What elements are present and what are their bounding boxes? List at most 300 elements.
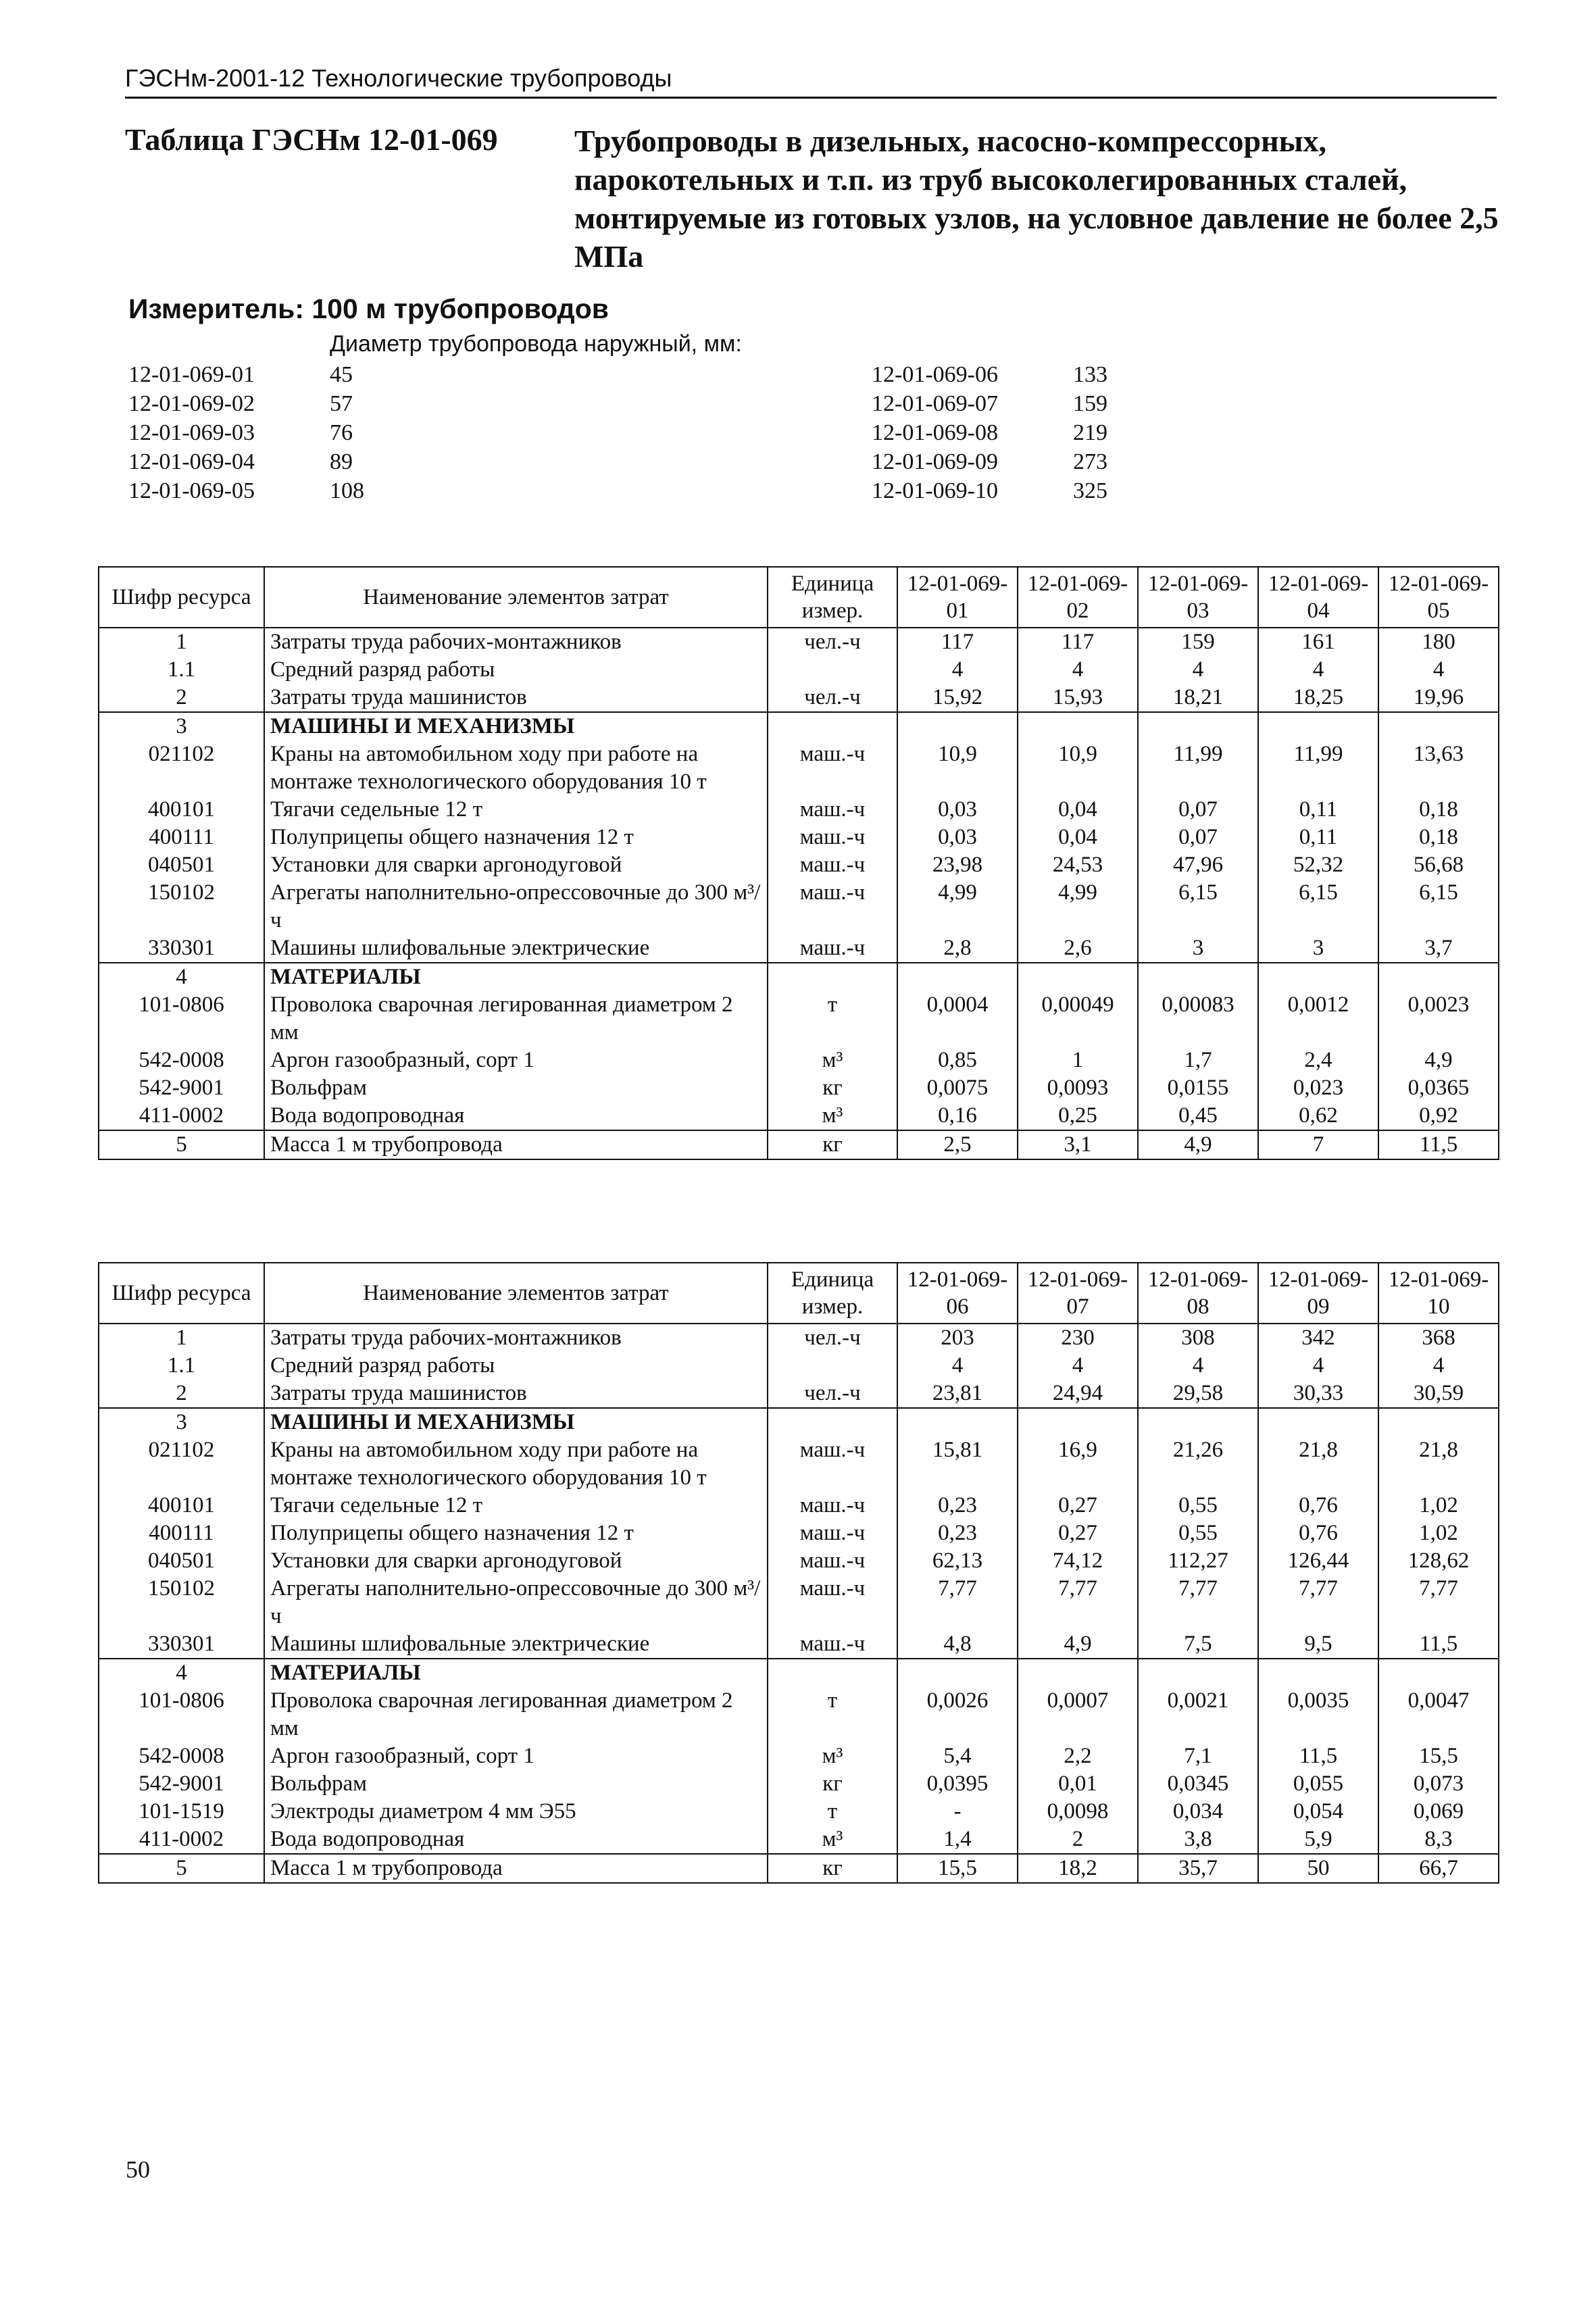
cell-unit bbox=[768, 1659, 897, 1687]
cell-value: 5,4 bbox=[897, 1742, 1018, 1770]
cell-unit: маш.-ч bbox=[768, 851, 897, 879]
table-row bbox=[99, 1826, 1499, 1854]
cell-value: 4 bbox=[1018, 1352, 1138, 1380]
cell-value: 8,3 bbox=[1378, 1826, 1499, 1854]
cell-value: 35,7 bbox=[1138, 1854, 1258, 1883]
cell-value: 4,8 bbox=[897, 1630, 1018, 1659]
cell-code: 1 bbox=[99, 628, 264, 656]
cell-value: 52,32 bbox=[1258, 851, 1378, 879]
header-code: Шифр ресурса bbox=[99, 1263, 264, 1324]
table-row bbox=[99, 1742, 1499, 1770]
cell-unit: маш.-ч bbox=[768, 879, 897, 934]
cell-value: 1,02 bbox=[1378, 1519, 1499, 1547]
table-row bbox=[99, 879, 1499, 934]
cell-value: 0,04 bbox=[1018, 824, 1138, 851]
cell-unit: маш.-ч bbox=[768, 1575, 897, 1630]
header-column: 12-01-069-09 bbox=[1258, 1263, 1378, 1324]
diameter-value: 45 bbox=[330, 362, 353, 387]
cell-value: 0,023 bbox=[1258, 1074, 1378, 1102]
cell-code: 2 bbox=[99, 684, 264, 712]
cell-value bbox=[1138, 1408, 1258, 1436]
cell-value: 0,00083 bbox=[1138, 991, 1258, 1047]
cell-value bbox=[1258, 1659, 1378, 1687]
cell-value bbox=[1258, 1408, 1378, 1436]
cell-value: 2 bbox=[1018, 1826, 1138, 1854]
cell-code: 101-0806 bbox=[99, 991, 264, 1047]
cell-value: 4,99 bbox=[897, 879, 1018, 934]
table-header-row bbox=[99, 1263, 1499, 1324]
cell-name: МАШИНЫ И МЕХАНИЗМЫ bbox=[264, 1408, 768, 1436]
table-row bbox=[99, 1380, 1499, 1408]
cell-value: 15,81 bbox=[897, 1436, 1018, 1492]
cell-value: 0,45 bbox=[1138, 1102, 1258, 1130]
header-column: 12-01-069-04 bbox=[1258, 567, 1378, 628]
cell-value bbox=[1138, 1659, 1258, 1687]
cell-name: Затраты труда рабочих-монтажников bbox=[264, 1324, 768, 1352]
cell-code: 542-0008 bbox=[99, 1047, 264, 1074]
cell-value: 0,18 bbox=[1378, 824, 1499, 851]
table-row bbox=[99, 963, 1499, 991]
cell-unit: чел.-ч bbox=[768, 628, 897, 656]
diameter-code: 12-01-069-02 bbox=[128, 391, 255, 416]
cell-value: 0,04 bbox=[1018, 796, 1138, 824]
table-row bbox=[99, 1324, 1499, 1352]
cell-code: 400101 bbox=[99, 1492, 264, 1519]
cell-value: 0,27 bbox=[1018, 1519, 1138, 1547]
cell-code: 400111 bbox=[99, 1519, 264, 1547]
cell-name: Вода водопроводная bbox=[264, 1826, 768, 1854]
cell-value: 0,069 bbox=[1378, 1798, 1499, 1826]
cell-value: 0,0023 bbox=[1378, 991, 1499, 1047]
cell-name: Электроды диаметром 4 мм Э55 bbox=[264, 1798, 768, 1826]
cell-unit: чел.-ч bbox=[768, 1324, 897, 1352]
table-row bbox=[99, 684, 1499, 712]
cell-unit: кг bbox=[768, 1770, 897, 1798]
diameter-value: 219 bbox=[1073, 420, 1107, 445]
cell-code: 021102 bbox=[99, 1436, 264, 1492]
table-row bbox=[99, 1659, 1499, 1687]
cell-value: 0,054 bbox=[1258, 1798, 1378, 1826]
cell-code: 542-9001 bbox=[99, 1770, 264, 1798]
cell-value: 368 bbox=[1378, 1324, 1499, 1352]
cell-value: 0,00049 bbox=[1018, 991, 1138, 1047]
cell-code: 1.1 bbox=[99, 1352, 264, 1380]
cell-value: 0,0035 bbox=[1258, 1687, 1378, 1742]
cell-unit: м³ bbox=[768, 1102, 897, 1130]
cell-value: 4 bbox=[1378, 656, 1499, 684]
cell-value: 24,94 bbox=[1018, 1380, 1138, 1408]
table-row bbox=[99, 1408, 1499, 1436]
table-row bbox=[99, 1130, 1499, 1159]
cell-name: Краны на автомобильном ходу при работе на монтаже технологического оборудования 10 т bbox=[264, 1436, 768, 1492]
cell-value bbox=[1018, 712, 1138, 740]
cell-value: 15,5 bbox=[1378, 1742, 1499, 1770]
diameter-code: 12-01-069-07 bbox=[872, 391, 998, 416]
cell-value bbox=[1258, 963, 1378, 991]
cell-value: 0,0012 bbox=[1258, 991, 1378, 1047]
cell-value: 7,77 bbox=[1378, 1575, 1499, 1630]
cell-value: 0,55 bbox=[1138, 1519, 1258, 1547]
cell-code: 150102 bbox=[99, 879, 264, 934]
cell-value: 74,12 bbox=[1018, 1547, 1138, 1575]
cell-value: 4 bbox=[897, 656, 1018, 684]
cell-name: Затраты труда машинистов bbox=[264, 684, 768, 712]
cell-code: 3 bbox=[99, 712, 264, 740]
cell-value: 11,5 bbox=[1378, 1630, 1499, 1659]
cell-value: 2,2 bbox=[1018, 1742, 1138, 1770]
cell-code: 4 bbox=[99, 1659, 264, 1687]
cell-code: 2 bbox=[99, 1380, 264, 1408]
cell-code: 3 bbox=[99, 1408, 264, 1436]
table-row bbox=[99, 740, 1499, 796]
cell-unit: т bbox=[768, 991, 897, 1047]
cell-value: 4 bbox=[1258, 1352, 1378, 1380]
cell-name: Тягачи седельные 12 т bbox=[264, 1492, 768, 1519]
cell-value: 0,27 bbox=[1018, 1492, 1138, 1519]
cell-value: 24,53 bbox=[1018, 851, 1138, 879]
cell-value bbox=[1378, 1659, 1499, 1687]
cell-name: Агрегаты наполнительно-опрессовочные до 300 м³/ч bbox=[264, 879, 768, 934]
cell-value: 15,92 bbox=[897, 684, 1018, 712]
cell-name: Средний разряд работы bbox=[264, 656, 768, 684]
header-column: 12-01-069-06 bbox=[897, 1263, 1018, 1324]
cell-value: 159 bbox=[1138, 628, 1258, 656]
cell-value: 11,99 bbox=[1258, 740, 1378, 796]
cell-code: 021102 bbox=[99, 740, 264, 796]
cell-value: 21,8 bbox=[1258, 1436, 1378, 1492]
cell-value: 0,85 bbox=[897, 1047, 1018, 1074]
cell-unit: маш.-ч bbox=[768, 824, 897, 851]
measure-unit: Измеритель: 100 м трубопроводов bbox=[128, 293, 609, 324]
header-unit: Единица измер. bbox=[768, 567, 897, 628]
cell-value: 342 bbox=[1258, 1324, 1378, 1352]
table-row bbox=[99, 991, 1499, 1047]
cell-unit bbox=[768, 656, 897, 684]
cell-name: Средний разряд работы bbox=[264, 1352, 768, 1380]
table-row bbox=[99, 796, 1499, 824]
cell-value: 47,96 bbox=[1138, 851, 1258, 879]
cell-name: Краны на автомобильном ходу при работе на монтаже технологического оборудования 10 т bbox=[264, 740, 768, 796]
cell-value: 6,15 bbox=[1138, 879, 1258, 934]
diameter-code: 12-01-069-06 bbox=[872, 362, 998, 387]
page-number: 50 bbox=[126, 2156, 150, 2183]
cell-value: 3,7 bbox=[1378, 934, 1499, 963]
cell-value: 117 bbox=[897, 628, 1018, 656]
cell-value: 0,0345 bbox=[1138, 1770, 1258, 1798]
cell-value: 0,23 bbox=[897, 1519, 1018, 1547]
cell-code: 5 bbox=[99, 1130, 264, 1159]
cell-name: Вольфрам bbox=[264, 1074, 768, 1102]
cell-value: 4 bbox=[1258, 656, 1378, 684]
cell-value: 9,5 bbox=[1258, 1630, 1378, 1659]
header-column: 12-01-069-08 bbox=[1138, 1263, 1258, 1324]
table-row bbox=[99, 1492, 1499, 1519]
diameter-row bbox=[872, 389, 1107, 418]
cell-value: 16,9 bbox=[1018, 1436, 1138, 1492]
table-row bbox=[99, 1630, 1499, 1659]
diameter-list-left bbox=[128, 360, 364, 505]
diameter-row bbox=[872, 447, 1107, 476]
cell-value: 0,0075 bbox=[897, 1074, 1018, 1102]
cell-value: 0,0395 bbox=[897, 1770, 1018, 1798]
diameter-value: 57 bbox=[330, 391, 353, 416]
table-row bbox=[99, 1352, 1499, 1380]
cell-unit: кг bbox=[768, 1130, 897, 1159]
table-row bbox=[99, 1436, 1499, 1492]
cell-code: 4 bbox=[99, 963, 264, 991]
cell-value: 161 bbox=[1258, 628, 1378, 656]
cell-name: Вода водопроводная bbox=[264, 1102, 768, 1130]
cell-name: Установки для сварки аргонодуговой bbox=[264, 1547, 768, 1575]
cell-value: 11,99 bbox=[1138, 740, 1258, 796]
header-name: Наименование элементов затрат bbox=[264, 567, 768, 628]
header-code: Шифр ресурса bbox=[99, 567, 264, 628]
table-header-row bbox=[99, 567, 1499, 628]
norm-table-2 bbox=[98, 1262, 1499, 1884]
cell-value: 21,8 bbox=[1378, 1436, 1499, 1492]
cell-code: 040501 bbox=[99, 851, 264, 879]
cell-unit: м³ bbox=[768, 1742, 897, 1770]
cell-value: 112,27 bbox=[1138, 1547, 1258, 1575]
cell-value: 18,25 bbox=[1258, 684, 1378, 712]
diameter-code: 12-01-069-01 bbox=[128, 362, 255, 387]
cell-code: 150102 bbox=[99, 1575, 264, 1630]
cell-value: 117 bbox=[1018, 628, 1138, 656]
header-column: 12-01-069-03 bbox=[1138, 567, 1258, 628]
cell-value: 0,11 bbox=[1258, 796, 1378, 824]
cell-code: 1.1 bbox=[99, 656, 264, 684]
cell-unit bbox=[768, 1352, 897, 1380]
cell-code: 330301 bbox=[99, 1630, 264, 1659]
diameter-row bbox=[128, 418, 364, 447]
diameter-code: 12-01-069-08 bbox=[872, 420, 998, 445]
cell-value: 0,03 bbox=[897, 824, 1018, 851]
cell-value: 18,21 bbox=[1138, 684, 1258, 712]
cell-value: 1,4 bbox=[897, 1826, 1018, 1854]
diameter-row bbox=[128, 389, 364, 418]
cell-name: МАТЕРИАЛЫ bbox=[264, 963, 768, 991]
table-row bbox=[99, 1687, 1499, 1742]
cell-value: 4,9 bbox=[1018, 1630, 1138, 1659]
cell-value: 3 bbox=[1258, 934, 1378, 963]
table-row bbox=[99, 1770, 1499, 1798]
cell-value: 0,055 bbox=[1258, 1770, 1378, 1798]
cell-code: 5 bbox=[99, 1854, 264, 1883]
cell-value: 0,0047 bbox=[1378, 1687, 1499, 1742]
cell-unit: маш.-ч bbox=[768, 934, 897, 963]
cell-value: 3,8 bbox=[1138, 1826, 1258, 1854]
header-column: 12-01-069-10 bbox=[1378, 1263, 1499, 1324]
running-header: ГЭСНм-2001-12 Технологические трубопроводы bbox=[125, 64, 1497, 99]
cell-value: 15,93 bbox=[1018, 684, 1138, 712]
cell-value: 11,5 bbox=[1378, 1130, 1499, 1159]
cell-name: Аргон газообразный, сорт 1 bbox=[264, 1047, 768, 1074]
cell-name: Затраты труда рабочих-монтажников bbox=[264, 628, 768, 656]
cell-value: 4 bbox=[1138, 656, 1258, 684]
cell-value: 4 bbox=[897, 1352, 1018, 1380]
cell-value: 19,96 bbox=[1378, 684, 1499, 712]
header-unit: Единица измер. bbox=[768, 1263, 897, 1324]
cell-value: 62,13 bbox=[897, 1547, 1018, 1575]
diameter-list-right bbox=[872, 360, 1107, 505]
cell-value: - bbox=[897, 1798, 1018, 1826]
diameter-code: 12-01-069-10 bbox=[872, 478, 998, 503]
table-row bbox=[99, 712, 1499, 740]
cell-code: 411-0002 bbox=[99, 1826, 264, 1854]
diameter-value: 76 bbox=[330, 420, 353, 445]
cell-value: 11,5 bbox=[1258, 1742, 1378, 1770]
cell-unit: т bbox=[768, 1687, 897, 1742]
table-row bbox=[99, 1074, 1499, 1102]
cell-unit: маш.-ч bbox=[768, 796, 897, 824]
cell-code: 542-0008 bbox=[99, 1742, 264, 1770]
diameter-row bbox=[872, 476, 1107, 505]
cell-code: 400101 bbox=[99, 796, 264, 824]
cell-value: 3 bbox=[1138, 934, 1258, 963]
norm-table-1 bbox=[98, 566, 1499, 1160]
cell-unit: м³ bbox=[768, 1826, 897, 1854]
cell-unit: маш.-ч bbox=[768, 1547, 897, 1575]
cell-unit: т bbox=[768, 1798, 897, 1826]
cell-value: 0,034 bbox=[1138, 1798, 1258, 1826]
cell-value: 0,23 bbox=[897, 1492, 1018, 1519]
cell-value: 0,76 bbox=[1258, 1492, 1378, 1519]
table-row bbox=[99, 824, 1499, 851]
cell-value: 0,0093 bbox=[1018, 1074, 1138, 1102]
table-row bbox=[99, 628, 1499, 656]
cell-code: 542-9001 bbox=[99, 1074, 264, 1102]
cell-value bbox=[897, 712, 1018, 740]
cell-value: 18,2 bbox=[1018, 1854, 1138, 1883]
cell-code: 330301 bbox=[99, 934, 264, 963]
cell-value: 0,07 bbox=[1138, 796, 1258, 824]
diameter-row bbox=[128, 360, 364, 389]
cell-value: 56,68 bbox=[1378, 851, 1499, 879]
cell-unit: маш.-ч bbox=[768, 1436, 897, 1492]
cell-value: 0,11 bbox=[1258, 824, 1378, 851]
cell-name: МАШИНЫ И МЕХАНИЗМЫ bbox=[264, 712, 768, 740]
cell-value: 30,59 bbox=[1378, 1380, 1499, 1408]
header-name: Наименование элементов затрат bbox=[264, 1263, 768, 1324]
cell-value bbox=[1018, 1659, 1138, 1687]
cell-value: 230 bbox=[1018, 1324, 1138, 1352]
cell-unit bbox=[768, 963, 897, 991]
cell-value: 0,55 bbox=[1138, 1492, 1258, 1519]
diameter-value: 273 bbox=[1073, 449, 1107, 474]
cell-value: 0,76 bbox=[1258, 1519, 1378, 1547]
cell-value: 4,9 bbox=[1138, 1130, 1258, 1159]
cell-value: 0,03 bbox=[897, 796, 1018, 824]
cell-unit: чел.-ч bbox=[768, 684, 897, 712]
cell-value: 2,6 bbox=[1018, 934, 1138, 963]
cell-value: 7,1 bbox=[1138, 1742, 1258, 1770]
table-row bbox=[99, 851, 1499, 879]
cell-code: 101-0806 bbox=[99, 1687, 264, 1742]
cell-value: 0,62 bbox=[1258, 1102, 1378, 1130]
cell-value: 5,9 bbox=[1258, 1826, 1378, 1854]
table-title-text: Трубопроводы в дизельных, насосно-компрессорных, парокотельных и т.п. из труб высоколегированных сталей, монтируемые из готовых узлов, на условное давление не более 2,5 МПа bbox=[574, 124, 1499, 274]
cell-value: 0,0021 bbox=[1138, 1687, 1258, 1742]
cell-name: Масса 1 м трубопровода bbox=[264, 1854, 768, 1883]
cell-value bbox=[1378, 712, 1499, 740]
header-column: 12-01-069-01 bbox=[897, 567, 1018, 628]
diameter-value: 325 bbox=[1073, 478, 1107, 503]
diameter-value: 89 bbox=[330, 449, 353, 474]
cell-value: 0,0004 bbox=[897, 991, 1018, 1047]
header-column: 12-01-069-07 bbox=[1018, 1263, 1138, 1324]
table-row bbox=[99, 1798, 1499, 1826]
cell-unit: кг bbox=[768, 1854, 897, 1883]
header-column: 12-01-069-02 bbox=[1018, 567, 1138, 628]
cell-value: 308 bbox=[1138, 1324, 1258, 1352]
cell-unit: чел.-ч bbox=[768, 1380, 897, 1408]
cell-value: 0,18 bbox=[1378, 796, 1499, 824]
table-row bbox=[99, 656, 1499, 684]
cell-value bbox=[1138, 712, 1258, 740]
cell-code: 040501 bbox=[99, 1547, 264, 1575]
cell-value: 50 bbox=[1258, 1854, 1378, 1883]
diameter-value: 133 bbox=[1073, 362, 1107, 387]
cell-value: 4 bbox=[1138, 1352, 1258, 1380]
cell-value: 4,99 bbox=[1018, 879, 1138, 934]
diameter-row bbox=[872, 360, 1107, 389]
cell-value: 7,77 bbox=[897, 1575, 1018, 1630]
cell-name: Проволока сварочная легированная диаметром 2 мм bbox=[264, 991, 768, 1047]
cell-value bbox=[897, 1408, 1018, 1436]
cell-name: Затраты труда машинистов bbox=[264, 1380, 768, 1408]
cell-value: 7 bbox=[1258, 1130, 1378, 1159]
cell-value bbox=[1018, 1408, 1138, 1436]
cell-code: 411-0002 bbox=[99, 1102, 264, 1130]
cell-value: 0,01 bbox=[1018, 1770, 1138, 1798]
cell-value: 0,92 bbox=[1378, 1102, 1499, 1130]
cell-value: 0,07 bbox=[1138, 824, 1258, 851]
cell-unit: м³ bbox=[768, 1047, 897, 1074]
diameter-value: 108 bbox=[330, 478, 364, 503]
cell-value bbox=[1138, 963, 1258, 991]
cell-value: 203 bbox=[897, 1324, 1018, 1352]
table-row bbox=[99, 1547, 1499, 1575]
cell-value: 0,16 bbox=[897, 1102, 1018, 1130]
cell-value: 7,77 bbox=[1258, 1575, 1378, 1630]
cell-unit: кг bbox=[768, 1074, 897, 1102]
cell-value: 7,77 bbox=[1018, 1575, 1138, 1630]
cell-value: 4,9 bbox=[1378, 1047, 1499, 1074]
header-column: 12-01-069-05 bbox=[1378, 567, 1499, 628]
diameter-row bbox=[872, 418, 1107, 447]
cell-value: 4 bbox=[1018, 656, 1138, 684]
cell-value: 0,0155 bbox=[1138, 1074, 1258, 1102]
cell-value: 0,073 bbox=[1378, 1770, 1499, 1798]
cell-value: 6,15 bbox=[1258, 879, 1378, 934]
cell-value bbox=[1258, 712, 1378, 740]
cell-name: Машины шлифовальные электрические bbox=[264, 1630, 768, 1659]
cell-unit: маш.-ч bbox=[768, 1519, 897, 1547]
cell-name: Машины шлифовальные электрические bbox=[264, 934, 768, 963]
cell-value bbox=[1378, 1408, 1499, 1436]
table-row bbox=[99, 1519, 1499, 1547]
table-row bbox=[99, 1047, 1499, 1074]
table-row bbox=[99, 1575, 1499, 1630]
cell-unit: маш.-ч bbox=[768, 1492, 897, 1519]
table-row bbox=[99, 1102, 1499, 1130]
cell-code: 1 bbox=[99, 1324, 264, 1352]
cell-value: 30,33 bbox=[1258, 1380, 1378, 1408]
cell-name: Проволока сварочная легированная диаметром 2 мм bbox=[264, 1687, 768, 1742]
table-row bbox=[99, 934, 1499, 963]
cell-name: Установки для сварки аргонодуговой bbox=[264, 851, 768, 879]
cell-value: 0,0365 bbox=[1378, 1074, 1499, 1102]
